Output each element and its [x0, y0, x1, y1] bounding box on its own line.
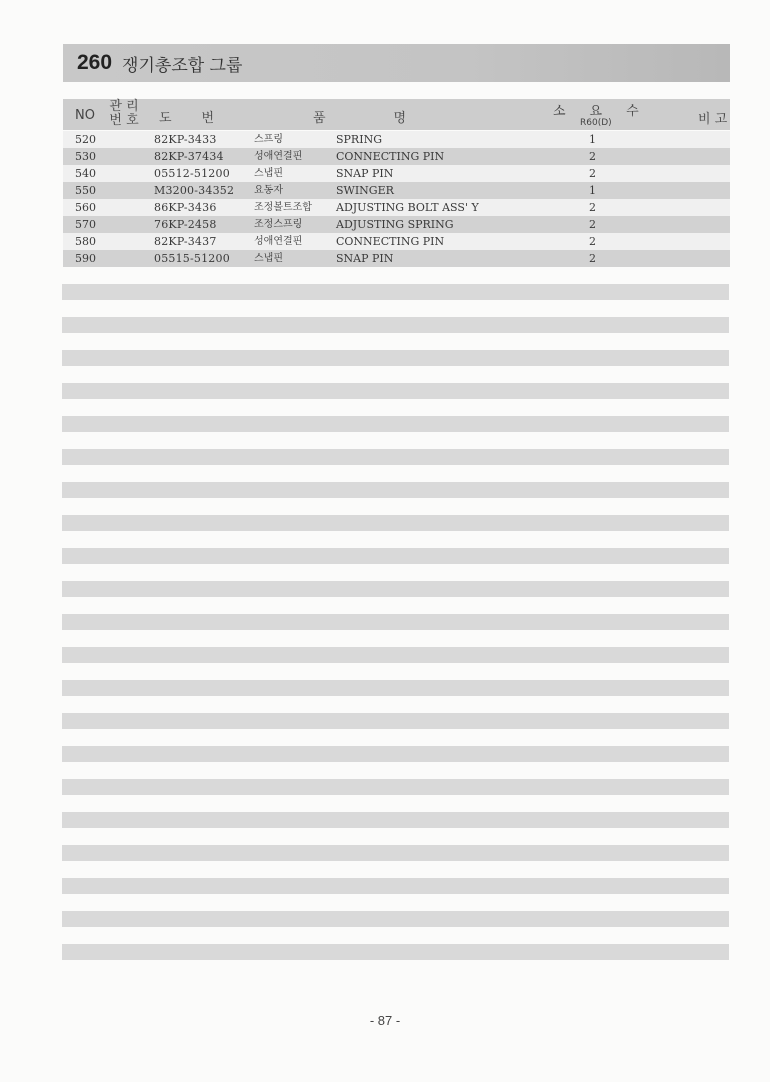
empty-row-band [62, 845, 729, 861]
empty-row-band [62, 647, 729, 663]
section-number: 260 [77, 51, 113, 74]
part-number-cell: 550 [75, 184, 96, 197]
table-row [63, 199, 730, 216]
empty-row-band [62, 515, 729, 531]
section-title: 쟁기총조합 그룹 [122, 55, 243, 76]
part-name-english-cell: ADJUSTING BOLT ASS' Y [336, 201, 479, 214]
part-name-english-cell: CONNECTING PIN [336, 235, 445, 248]
empty-row-band [62, 746, 729, 762]
part-number-cell: 540 [75, 167, 96, 180]
drawing-number-cell: M3200-34352 [154, 184, 235, 197]
part-number-cell: 530 [75, 150, 96, 163]
part-number-cell: 580 [75, 235, 96, 248]
empty-row-band [62, 812, 729, 828]
section-title-bar [63, 44, 730, 82]
empty-row-band [62, 614, 729, 630]
part-name-korean-cell: 스프링 [254, 134, 283, 145]
part-name-english-cell: CONNECTING PIN [336, 150, 445, 163]
part-name-korean-cell: 조정스프링 [254, 219, 303, 230]
part-number-cell: 590 [75, 252, 96, 265]
quantity-cell: 1 [589, 133, 596, 146]
part-name-korean-cell: 성애연결핀 [254, 151, 303, 162]
drawing-number-cell: 82KP-3437 [154, 235, 217, 248]
empty-row-band [62, 350, 729, 366]
empty-row-band [62, 482, 729, 498]
empty-row-band [62, 284, 729, 300]
part-name-korean-cell: 스냅핀 [254, 168, 283, 179]
table-row [63, 233, 730, 250]
drawing-number-cell: 05512-51200 [154, 167, 230, 180]
drawing-number-cell: 05515-51200 [154, 252, 230, 265]
table-row [63, 165, 730, 182]
drawing-number-cell: 82KP-37434 [154, 150, 224, 163]
empty-row-band [62, 680, 729, 696]
header-no: NO [75, 108, 95, 123]
empty-row-band [62, 713, 729, 729]
empty-row-band [62, 944, 729, 960]
quantity-cell: 2 [589, 167, 596, 180]
part-name-english-cell: SPRING [336, 133, 382, 146]
part-name-english-cell: SNAP PIN [336, 167, 394, 180]
part-name-english-cell: SNAP PIN [336, 252, 394, 265]
table-row [63, 182, 730, 199]
quantity-cell: 2 [589, 201, 596, 214]
part-name-korean-cell: 성애연결핀 [254, 236, 303, 247]
page-number: - 87 - [369, 1013, 401, 1028]
part-number-cell: 570 [75, 218, 96, 231]
table-row [63, 250, 730, 267]
table-row [63, 216, 730, 233]
part-name-english-cell: ADJUSTING SPRING [336, 218, 454, 231]
header-quantity: 소요수 [553, 104, 663, 119]
empty-row-band [62, 416, 729, 432]
header-part-name: 품명 [313, 111, 475, 126]
empty-row-band [62, 779, 729, 795]
part-number-cell: 520 [75, 133, 96, 146]
header-management-line1: 관 리 [109, 99, 139, 114]
header-quantity-model: R60(D) [580, 118, 612, 128]
header-drawing-number: 도번 [159, 111, 245, 126]
drawing-number-cell: 86KP-3436 [154, 201, 217, 214]
table-row [63, 148, 730, 165]
quantity-cell: 2 [589, 252, 596, 265]
empty-row-band [62, 317, 729, 333]
table-row [63, 131, 730, 148]
empty-row-band [62, 548, 729, 564]
part-name-english-cell: SWINGER [336, 184, 394, 197]
header-remarks: 비 고 [698, 112, 728, 127]
header-management-line2: 번 호 [109, 113, 139, 128]
empty-table-rows [62, 284, 729, 977]
part-number-cell: 560 [75, 201, 96, 214]
parts-table-body [63, 131, 730, 267]
quantity-cell: 2 [589, 235, 596, 248]
quantity-cell: 1 [589, 184, 596, 197]
drawing-number-cell: 76KP-2458 [154, 218, 217, 231]
part-name-korean-cell: 조정볼트조합 [254, 202, 312, 213]
part-name-korean-cell: 요동자 [254, 185, 283, 196]
empty-row-band [62, 878, 729, 894]
header-management-number [108, 100, 140, 128]
quantity-cell: 2 [589, 218, 596, 231]
drawing-number-cell: 82KP-3433 [154, 133, 217, 146]
empty-row-band [62, 911, 729, 927]
part-name-korean-cell: 스냅핀 [254, 253, 283, 264]
empty-row-band [62, 581, 729, 597]
empty-row-band [62, 383, 729, 399]
quantity-cell: 2 [589, 150, 596, 163]
empty-row-band [62, 449, 729, 465]
table-header [63, 99, 730, 130]
